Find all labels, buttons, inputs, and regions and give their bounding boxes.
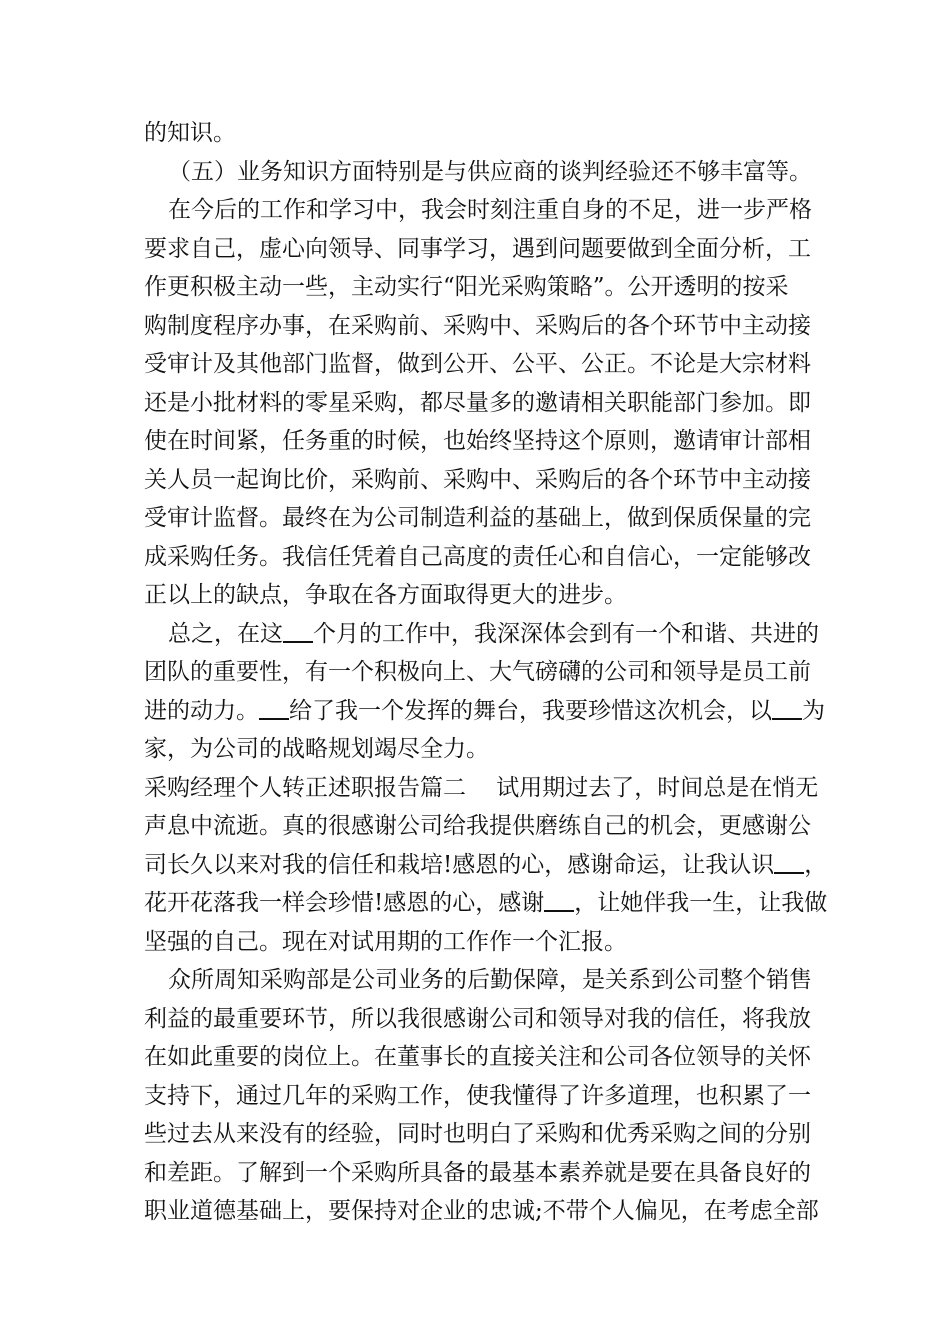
text-line: 关人员一起询比价，采购前、采购中、采购后的各个环节中主动接 [144, 466, 811, 493]
text-line: 成采购任务。我信任凭着自己高度的责任心和自信心，一定能够改 [144, 543, 811, 570]
text-line: 利益的最重要环节，所以我很感谢公司和领导对我的信任，将我放 [144, 1005, 811, 1032]
text-segment: 花开花落我一样会珍惜!感恩的心，感谢 [144, 890, 545, 916]
text-segment: 进的动力。 [144, 697, 259, 724]
fill-in-blank [772, 698, 802, 720]
text-line: 众所周知采购部是公司业务的后勤保障，是关系到公司整个销售 [168, 967, 812, 993]
text-line: 和差距。了解到一个采购所具备的最基本素养就是要在具备良好的 [144, 1159, 811, 1186]
text-segment: 司长久以来对我的信任和栽培!感恩的心，感谢命运，让我认识 [144, 851, 775, 878]
text-line [144, 615, 819, 654]
text-line [144, 846, 828, 885]
text-segment: 总之，在这 [168, 620, 283, 647]
text-line: 在今后的工作和学习中，我会时刻注重自身的不足，进一步严格 [168, 197, 812, 223]
fill-in-blank [544, 890, 574, 912]
text-segment: ， [804, 851, 828, 878]
text-line [144, 692, 825, 731]
text-line: 还是小批材料的零星采购，都尽量多的邀请相关职能部门参加。即 [144, 389, 811, 416]
text-line [144, 884, 828, 923]
text-line: （五）业务知识方面特别是与供应商的谈判经验还不够丰富等。 [168, 158, 812, 185]
text-line: 受审计及其他部门监督，做到公开、公平、公正。不论是大宗材料 [144, 351, 811, 377]
text-segment: 给了我一个发挥的舞台，我要珍惜这次机会，以 [289, 697, 772, 724]
section-heading-line: 采购经理个人转正述职报告篇二 试用期过去了，时间总是在悄无 [144, 774, 819, 801]
text-line: 声息中流逝。真的很感谢公司给我提供磨练自己的机会，更感谢公 [144, 813, 811, 839]
text-segment: ，让她伴我一生，让我做 [574, 890, 828, 916]
text-line: 团队的重要性，有一个积极向上、大气磅礴的公司和领导是员工前 [144, 659, 811, 685]
text-line: 要求自己，虚心向领导、同事学习，遇到问题要做到全面分析，工 [144, 235, 811, 262]
text-line: 的知识。 [144, 120, 236, 146]
text-line: 正以上的缺点，争取在各方面取得更大的进步。 [144, 582, 627, 608]
body-text [144, 114, 828, 1231]
text-line: 受审计监督。最终在为公司制造利益的基础上，做到保质保量的完 [144, 505, 811, 531]
text-line: 些过去从来没有的经验，同时也明白了采购和优秀采购之间的分别 [144, 1121, 811, 1147]
text-line: 支持下，通过几年的采购工作，使我懂得了许多道理，也积累了一 [144, 1082, 811, 1109]
fill-in-blank [259, 698, 289, 720]
text-segment: 个月的工作中，我深深体会到有一个和谐、共进的 [313, 620, 819, 647]
text-line: 职业道德基础上，要保持对企业的忠诚;不带个人偏见，在考虑全部 [144, 1198, 819, 1224]
text-line: 在如此重要的岗位上。在董事长的直接关注和公司各位领导的关怀 [144, 1044, 811, 1070]
fill-in-blank [774, 852, 804, 874]
text-line: 作更积极主动一些，主动实行“阳光采购策略”。公开透明的按采 [144, 274, 789, 300]
text-segment: 为 [802, 697, 825, 724]
text-line: 使在时间紧，任务重的时候，也始终坚持这个原则，邀请审计部相 [144, 428, 811, 454]
text-line: 家，为公司的战略规划竭尽全力。 [144, 736, 489, 762]
text-line: 购制度程序办事，在采购前、采购中、采购后的各个环节中主动接 [144, 312, 811, 339]
fill-in-blank [283, 621, 313, 643]
text-line: 坚强的自己。现在对试用期的工作作一个汇报。 [144, 928, 627, 955]
